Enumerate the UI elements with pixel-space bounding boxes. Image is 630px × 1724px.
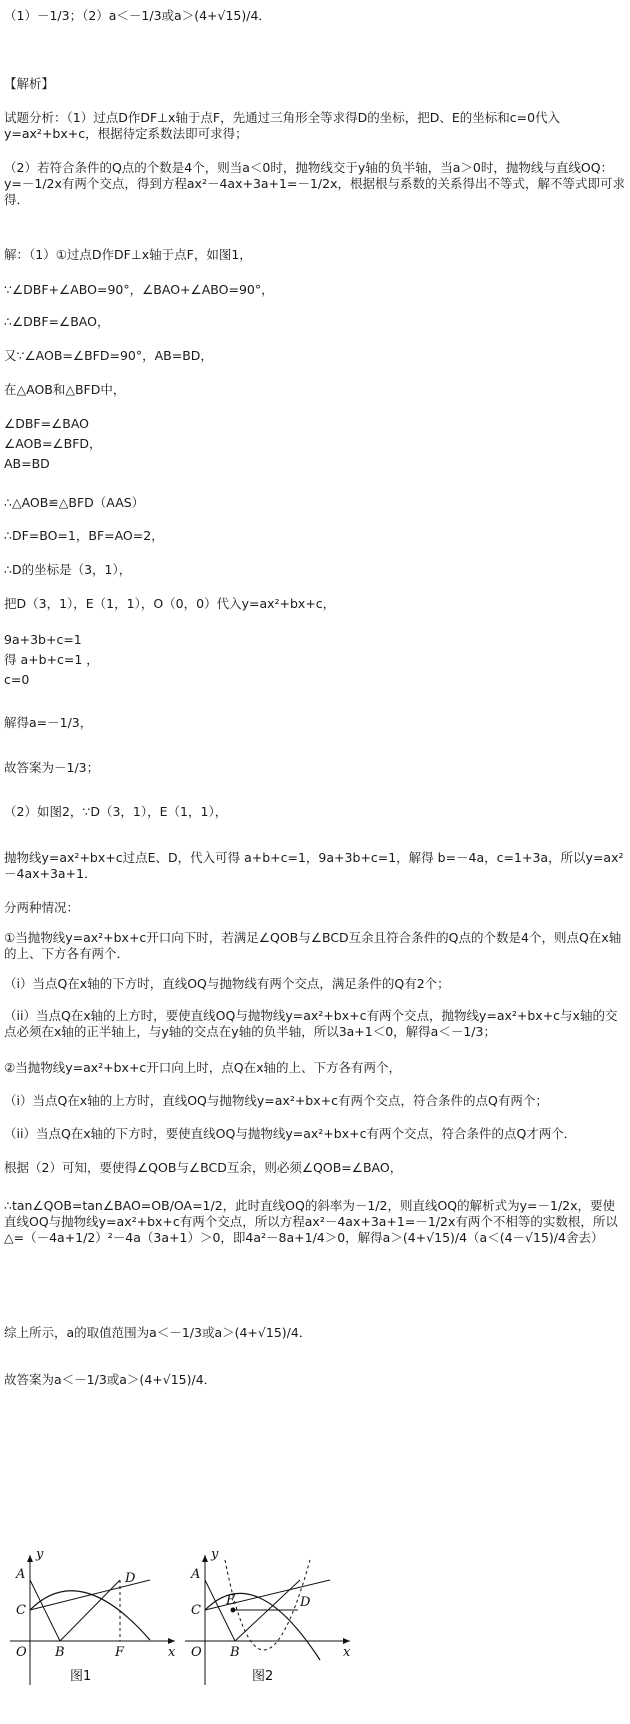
- solution-step-1: 解：（1）①过点D作DF⊥x轴于点F，如图1，: [4, 247, 252, 262]
- analysis-heading: 【解析】: [4, 76, 55, 91]
- part2-intro: （2）如图2，∵D（3，1），E（1，1），: [4, 804, 228, 819]
- figures-svg: [0, 1540, 630, 1720]
- fig2-caption: 图2: [252, 1669, 274, 1684]
- solution-step-9: 把D（3，1），E（1，1），O（0，0）代入y=ax²+bx+c，: [4, 596, 336, 611]
- fig2-label-a: A: [191, 1567, 201, 1582]
- system2-row-3: c=0: [4, 672, 30, 687]
- summary-line: 综上所示，a的取值范围为a＜－1/3或a＞(4+√15)/4．: [4, 1325, 312, 1340]
- fig1-label-a: A: [16, 1567, 26, 1582]
- fig2-line-cd: [205, 1580, 330, 1610]
- fig1-label-c: C: [16, 1603, 26, 1618]
- case1-heading: ①当抛物线y=ax²+bx+c开口向下时，若满足∠QOB与∠BCD互余且符合条件的Q点的个数是4个，则点Q在x轴的上、下方各有两个．: [4, 930, 622, 961]
- fig2-parabola-up: [225, 1560, 310, 1650]
- fig1-y-arrow-icon: [27, 1555, 33, 1562]
- fig1-x-arrow-icon: [168, 1638, 175, 1644]
- analysis-part1: 试题分析：（1）过点D作DF⊥x轴于点F，先通过三角形全等求得D的坐标，把D、E的坐标和c=0代入y=ax²+bx+c，根据待定系数法即可求得；: [4, 110, 561, 141]
- final-answer-line: 故答案为a＜－1/3或a＞(4+√15)/4．: [4, 1372, 217, 1387]
- fig2-label-e: E: [226, 1593, 236, 1608]
- solution-step-11: 故答案为－1/3；: [4, 760, 100, 775]
- analysis-part2: （2）若符合条件的Q点的个数是4个，则当a＜0时，抛物线交于y轴的负半轴，当a＞0时，抛物线与直线OQ：y=－1/2x有两个交点，得到方程ax²－4ax+3a+1=－1/2x，根据根与系数的关系得出不等式，解不等式即可求得．: [4, 160, 625, 207]
- fig1-label-o: O: [16, 1645, 27, 1660]
- fig2-label-x: x: [343, 1645, 351, 1660]
- solution-step-4: 又∵∠AOB=∠BFD=90°，AB=BD，: [4, 348, 213, 363]
- fig2-x-arrow-icon: [343, 1638, 350, 1644]
- fig2-label-y: y: [211, 1547, 219, 1562]
- fig1-parabola: [30, 1591, 150, 1640]
- fig2-label-o: O: [191, 1645, 202, 1660]
- fig2-y-arrow-icon: [202, 1555, 208, 1562]
- fig1-label-x: x: [168, 1645, 176, 1660]
- fig2-label-d: D: [300, 1595, 311, 1610]
- fig1-caption: 图1: [70, 1669, 92, 1684]
- fig2-segment-ab: [205, 1580, 235, 1641]
- case2-heading: ②当抛物线y=ax²+bx+c开口向上时，点Q在x轴的上、下方各有两个，: [4, 1060, 402, 1075]
- fig2-label-c: C: [191, 1603, 201, 1618]
- figure-1: [10, 1547, 176, 1685]
- fig1-label-f: F: [115, 1645, 125, 1660]
- fig1-label-y: y: [36, 1547, 44, 1562]
- system-row-2: ∠AOB=∠BFD，: [4, 436, 102, 451]
- solution-step-6: ∴△AOB≌△BFD（AAS）: [4, 495, 145, 510]
- part2-cases: 分两种情况：: [4, 900, 80, 915]
- case2-ii: （ii）当点Q在x轴的下方时，要使直线OQ与抛物线y=ax²+bx+c有两个交点，符合条件的点Q才两个．: [4, 1126, 577, 1141]
- system-row-1: ∠DBF=∠BAO: [4, 416, 90, 431]
- system-row-3: AB=BD: [4, 456, 50, 471]
- figures-area: [0, 1540, 630, 1720]
- fig1-label-d: D: [125, 1571, 136, 1586]
- case2-derivation: ∴tan∠QOB=tan∠BAO=OB/OA=1/2，此时直线OQ的斜率为－1/2，则直线OQ的解析式为y=－1/2x，要使直线OQ与抛物线y=ax²+bx+c有两个交点，所以方程ax²－4ax+3a+1=－1/2x有两个不相等的实数根，所以△=（－4a+1/2）²－4a（3a+1）＞0，即4a²－8a+1/4＞0，解得a＞(4+√15)/4（a＜(4－√15)/4舍去）: [4, 1198, 618, 1245]
- fig2-point-e: [231, 1608, 236, 1613]
- system2-row-1: 9a+3b+c=1: [4, 632, 82, 647]
- fig1-label-b: B: [55, 1645, 65, 1660]
- solution-step-2: ∵∠DBF+∠ABO=90°，∠BAO+∠ABO=90°，: [4, 282, 274, 297]
- solution-step-5: 在△AOB和△BFD中，: [4, 382, 126, 397]
- solution-step-10: 解得a=－1/3，: [4, 715, 93, 730]
- system2-row-2: 得 a+b+c=1 ，: [4, 652, 99, 667]
- solution-step-3: ∴∠DBF=∠BAO，: [4, 314, 110, 329]
- fig1-segment-ab: [30, 1580, 60, 1641]
- figure-2: [185, 1547, 351, 1685]
- solution-step-8: ∴D的坐标是（3，1），: [4, 562, 132, 577]
- answer-line: （1）－1/3；（2）a＜－1/3或a＞(4+√15)/4．: [4, 8, 271, 23]
- case2-condition: 根据（2）可知，要使得∠QOB与∠BCD互余，则必须∠QOB=∠BAO，: [4, 1160, 403, 1175]
- part2-parabola: 抛物线y=ax²+bx+c过点E、D，代入可得 a+b+c=1，9a+3b+c=1，解得 b=－4a，c=1+3a，所以y=ax²－4ax+3a+1．: [4, 850, 624, 881]
- solution-step-7: ∴DF=BO=1，BF=AO=2，: [4, 528, 164, 543]
- case1-ii: （ii）当点Q在x轴的上方时，要使直线OQ与抛物线y=ax²+bx+c有两个交点，抛物线y=ax²+bx+c与x轴的交点必须在x轴的正半轴上，与y轴的交点在y轴的负半轴，所以3a+1＜0，解得a＜－1/3；: [4, 1008, 618, 1039]
- case2-i: （i）当点Q在x轴的上方时，直线OQ与抛物线y=ax²+bx+c有两个交点，符合条件的点Q有两个；: [4, 1093, 548, 1108]
- case1-i: （i）当点Q在x轴的下方时，直线OQ与抛物线有两个交点，满足条件的Q有2个；: [4, 976, 450, 991]
- fig1-segment-bd: [60, 1580, 120, 1641]
- fig2-label-b: B: [230, 1645, 240, 1660]
